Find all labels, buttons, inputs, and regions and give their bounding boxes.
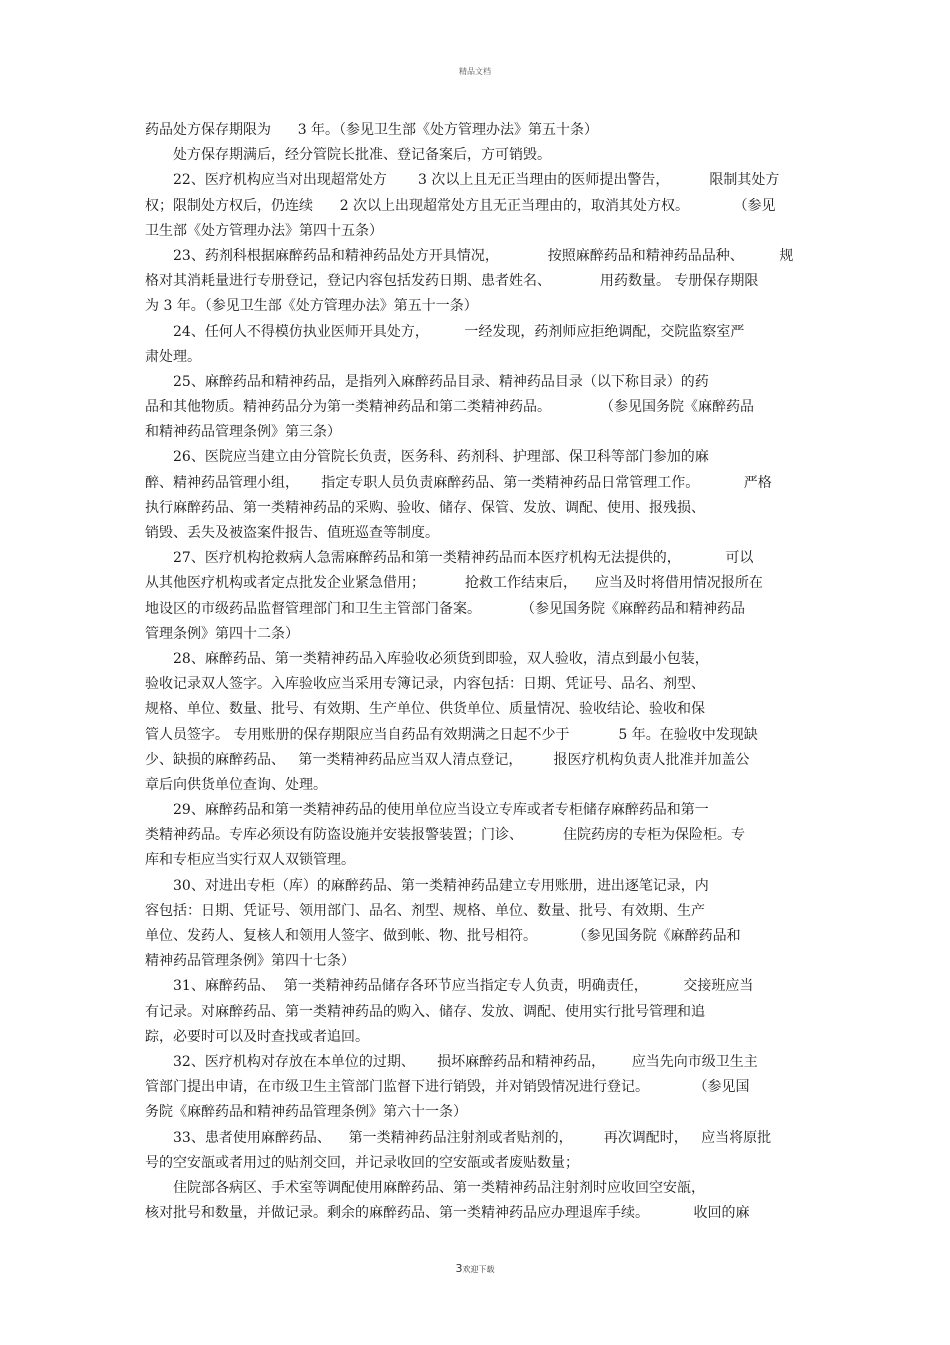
text-line: 处方保存期满后，经分管院长批准、登记备案后，方可销毁。 [173,147,551,164]
text-line: 25、麻醉药品和精神药品，是指列入麻醉药品目录、精神药品目录（以下称目录）的药 [173,373,709,390]
text-line: 容包括：日期、凭证号、领用部门、品名、剂型、规格、单位、数量、批号、有效期、生产 [145,902,705,919]
text-line: 33、患者使用麻醉药品、 第一类精神药品注射剂或者贴剂的， 再次调配时， 应当将原批 [173,1129,772,1146]
text-line: 药品处方保存期限为 3 年。（参见卫生部《处方管理办法》第五十条） [145,122,599,138]
text-line: 肃处理。 [145,348,201,365]
text-line: 执行麻醉药品、第一类精神药品的采购、验收、储存、保管、发放、调配、使用、报残损、 [145,499,705,516]
text-line: 26、医院应当建立由分管院长负责，医务科、药剂科、护理部、保卫科等部门参加的麻 [173,449,709,466]
text-line: 地设区的市级药品监督管理部门和卫生主管部门备案。 （参见国务院《麻醉药品和精神药品 [145,600,746,617]
page-footer [0,1262,950,1275]
text-line: 核对批号和数量，并做记录。剩余的麻醉药品、第一类精神药品应办理退库手续。 收回的麻 [145,1205,750,1222]
footer-text: 欢迎下载 [462,1265,495,1274]
text-line: 管人员签字。 专用账册的保存期限应当自药品有效期满之日起不少于 5 年。在验收中发现缺 [145,726,758,743]
text-line: 为 3 年。（参见卫生部《处方管理办法》第五十一条） [145,298,478,315]
text-line: 格对其消耗量进行专册登记，登记内容包括发药日期、患者姓名、 用药数量。 专册保存期限 [145,273,759,290]
text-line: 23、药剂科根据麻醉药品和精神药品处方开具情况， 按照麻醉药品和精神药品品种、 规 [173,247,794,264]
text-line: 类精神药品。专库必须设有防盗设施并安装报警装置；门诊、 住院药房的专柜为保险柜。专 [145,827,746,844]
text-line: 单位、发药人、复核人和领用人签字、做到帐、物、批号相符。 （参见国务院《麻醉药品和 [145,928,741,944]
text-line: 管理条例》第四十二条） [145,625,299,642]
text-line: 醉、精神药品管理小组， 指定专职人员负责麻醉药品、第一类精神药品日常管理工作。 严格 [145,474,772,491]
text-line: 品和其他物质。精神药品分为第一类精神药品和第二类精神药品。 （参见国务院《麻醉药品 [145,399,754,416]
text-line: 章后向供货单位查询、处理。 [145,776,327,793]
page-number: 3 [455,1262,463,1275]
text-line: 有记录。对麻醉药品、第一类精神药品的购入、储存、发放、调配、使用实行批号管理和追 [145,1003,705,1020]
text-line: 28、麻醉药品、第一类精神药品入库验收必须货到即验，双人验收，清点到最小包装， [173,650,709,667]
document-body [145,118,810,1226]
text-line: 22、医疗机构应当对出现超常处方 3 次以上且无正当理由的医师提出警告， 限制其处方 [173,172,780,189]
text-line: 精神药品管理条例》第四十七条） [145,953,355,970]
text-line: 32、医疗机构对存放在本单位的过期、 损坏麻醉药品和精神药品， 应当先向市级卫生主 [173,1053,758,1070]
text-line: 31、麻醉药品、 第一类精神药品储存各环节应当指定专人负责，明确责任， 交接班应当 [173,978,754,995]
text-line: 务院《麻醉药品和精神药品管理条例》第六十一条） [145,1104,467,1121]
text-line: 住院部各病区、手术室等调配使用麻醉药品、第一类精神药品注射剂时应收回空安瓿， [173,1179,705,1196]
text-line: 规格、单位、数量、批号、有效期、生产单位、供货单位、质量情况、验收结论、验收和保 [145,701,705,718]
text-line: 少、缺损的麻醉药品、 第一类精神药品应当双人清点登记， 报医疗机构负责人批准并加盖公 [145,751,750,768]
text-line: 从其他医疗机构或者定点批发企业紧急借用； 抢救工作结束后， 应当及时将借用情况报所在 [145,575,763,592]
text-line: 30、对进出专柜（库）的麻醉药品、第一类精神药品建立专用账册，进出逐笔记录，内 [173,877,709,894]
text-line: 卫生部《处方管理办法》第四十五条） [145,222,383,239]
text-line: 24、任何人不得模仿执业医师开具处方， 一经发现，药剂师应拒绝调配，交院监察室严 [173,323,745,340]
text-line: 29、麻醉药品和第一类精神药品的使用单位应当设立专库或者专柜储存麻醉药品和第一 [173,802,709,819]
text-line: 和精神药品管理条例》第三条） [145,424,341,441]
text-line: 库和专柜应当实行双人双锁管理。 [145,852,355,869]
text-line: 踪，必要时可以及时查找或者追回。 [145,1028,369,1045]
text-line: 管部门提出申请，在市级卫生主管部门监督下进行销毁，并对销毁情况进行登记。 （参见国 [145,1079,750,1096]
text-line: 验收记录双人签字。入库验收应当采用专簿记录，内容包括：日期、凭证号、品名、剂型、 [145,676,705,693]
text-line: 销毁、丢失及被盗案件报告、值班巡查等制度。 [145,525,439,541]
text-line: 27、医疗机构抢救病人急需麻醉药品和第一类精神药品而本医疗机构无法提供的， 可以 [173,550,754,567]
text-line: 号的空安瓿或者用过的贴剂交回，并记录收回的空安瓿或者废贴数量； [145,1154,579,1171]
text-line: 权；限制处方权后，仍连续 2 次以上出现超常处方且无正当理由的，取消其处方权。 （参见 [145,197,776,214]
page-header: 精品文档 [459,67,491,76]
